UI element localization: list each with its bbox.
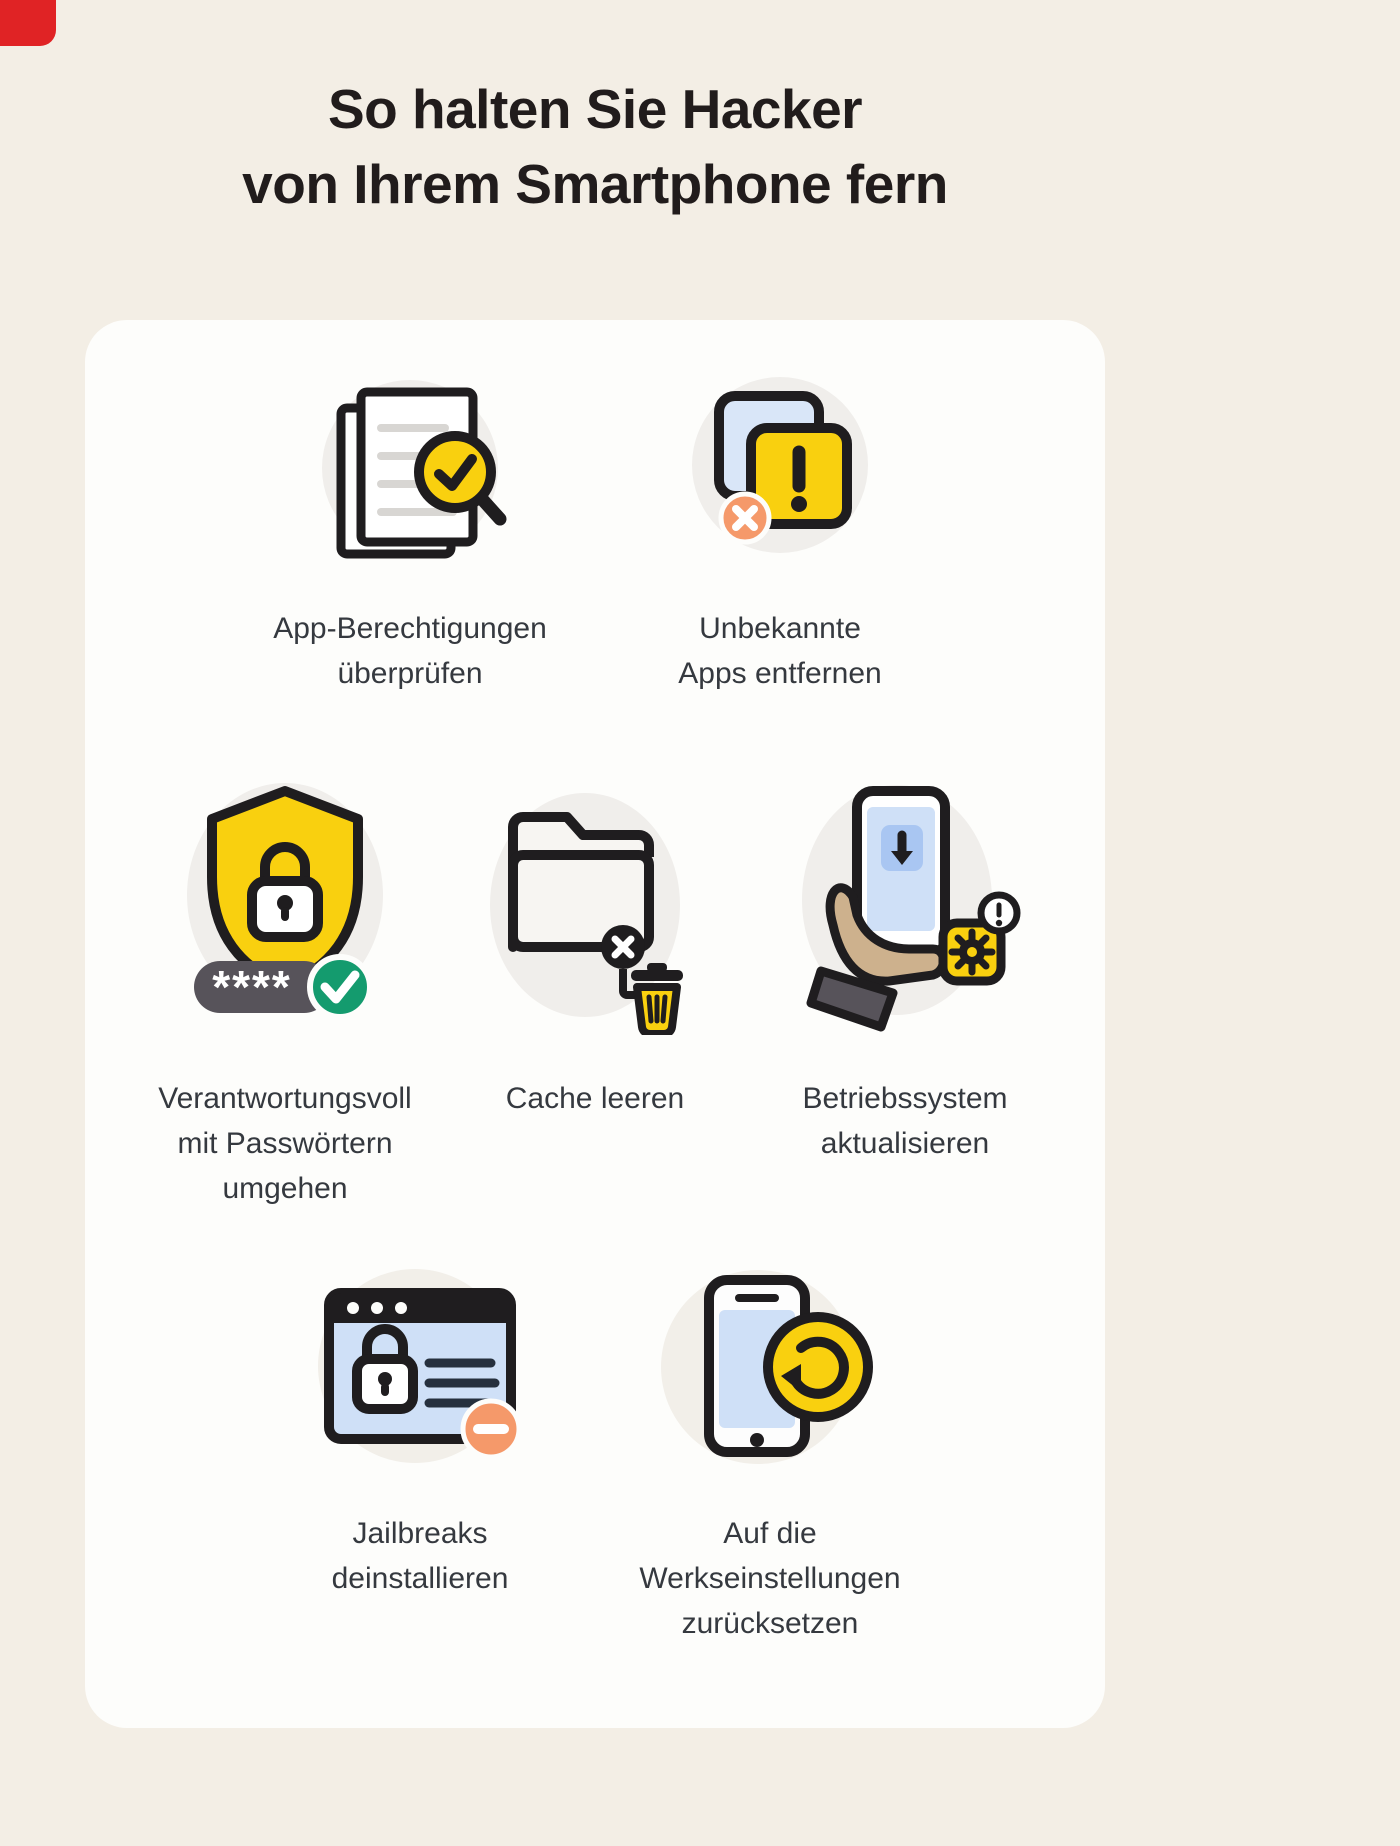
tip-label: Auf die Werkseinstellungen zurücksetzen: [639, 1517, 901, 1640]
tips-row-3: [85, 1250, 1105, 1646]
folder-clear-trash-icon: [485, 750, 705, 1050]
tip-update-os: [755, 750, 1055, 1211]
corner-red-shape: [0, 0, 56, 46]
tip-factory-reset: [600, 1250, 940, 1646]
hand-phone-system-update-icon: [785, 750, 1025, 1050]
browser-lock-remove-icon: [295, 1250, 545, 1485]
document-search-check-icon: [305, 350, 515, 580]
page-title: [0, 72, 1190, 222]
tips-row-1: [85, 350, 1105, 696]
page-title-line1: So halten Sie Hacker: [327, 78, 863, 140]
unknown-app-warning-remove-icon: [675, 350, 885, 580]
tip-label: Cache leeren: [505, 1082, 685, 1115]
tip-clear-cache: [445, 750, 745, 1211]
tip-label: Betriebssystem aktualisieren: [802, 1082, 1008, 1160]
password-mask-text: ****: [212, 961, 292, 1013]
tip-label: Jailbreaks deinstallieren: [331, 1517, 509, 1595]
tip-label: App-Berechtigungen überprüfen: [273, 612, 547, 690]
tips-card: [85, 320, 1105, 1728]
phone-factory-reset-icon: [653, 1250, 888, 1485]
page-title-line2: von Ihrem Smartphone fern: [242, 153, 948, 215]
tip-handle-passwords-responsibly: [135, 750, 435, 1211]
tip-label: Unbekannte Apps entfernen: [678, 612, 882, 690]
tips-row-2: [85, 750, 1105, 1211]
tip-check-app-permissions: [240, 350, 580, 696]
tip-label: Verantwortungsvoll mit Passwörtern umgehen: [158, 1082, 412, 1205]
tip-uninstall-jailbreaks: [250, 1250, 590, 1646]
shield-lock-password-check-icon: [170, 750, 400, 1050]
tip-remove-unknown-apps: [610, 350, 950, 696]
